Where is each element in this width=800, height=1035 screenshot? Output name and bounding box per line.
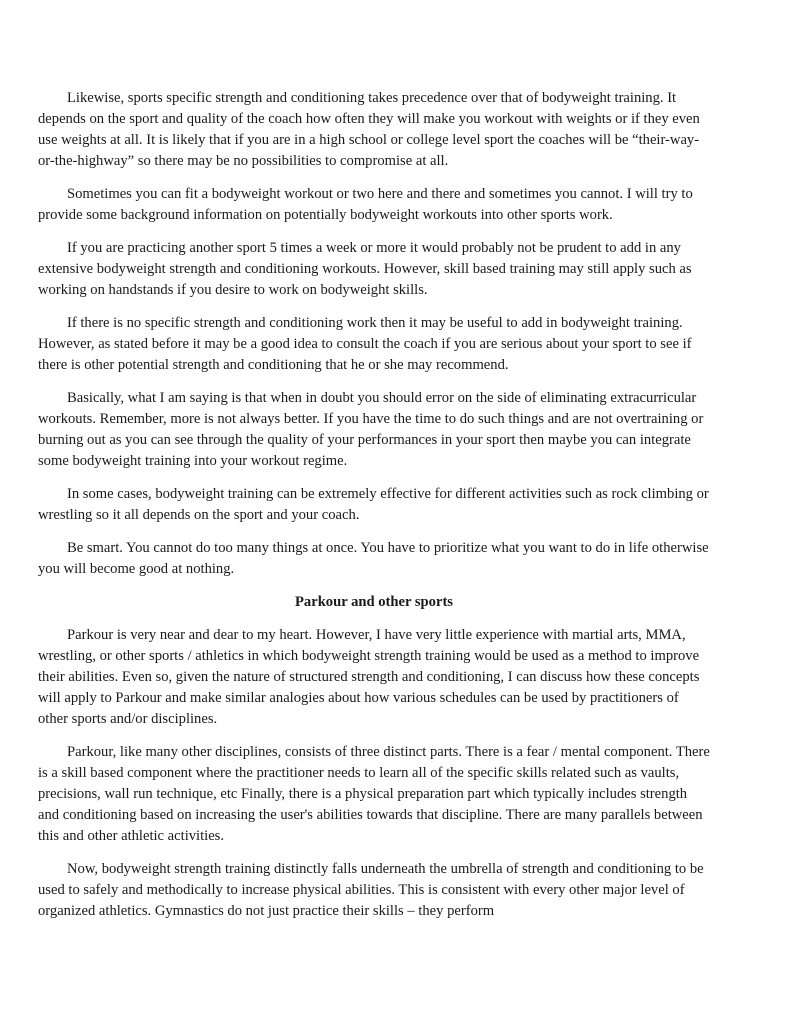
body-paragraph: Parkour, like many other disciplines, consists of three distinct parts. There is a fear / mental component. There is a skill based component where the practitioner needs to learn all of the specific skills related such as vaults, precisions, wall run technique, etc Finally, there is a physical preparation part which typically includes strength and conditioning based on increasing the user's abilities towards that discipline. There are many parallels between this and other athletic activities. xyxy=(38,744,710,844)
body-paragraph: Sometimes you can fit a bodyweight workout or two here and there and sometimes you cannot. I will try to provide some background information on potentially bodyweight workouts into other sports work. xyxy=(38,186,693,223)
body-paragraph: If there is no specific strength and conditioning work then it may be useful to add in bodyweight training. However, as stated before it may be a good idea to consult the coach if you are serious about your sport to see if there is other potential strength and conditioning that he or she may recommend. xyxy=(38,315,692,373)
body-paragraph: Now, bodyweight strength training distinctly falls underneath the umbrella of strength and conditioning to be used to safely and methodically to increase physical abilities. This is consistent with every other major level of organized athletics. Gymnastics do not just practice their skills – they perform xyxy=(38,861,704,919)
body-paragraph: Basically, what I am saying is that when in doubt you should error on the side of eliminating extracurricular workouts. Remember, more is not always better. If you have the time to do such things and are not overtraining or burning out as you can see through the quality of your performances in your sport then maybe you can integrate some bodyweight training into your workout regime. xyxy=(38,390,704,469)
body-paragraph: In some cases, bodyweight training can be extremely effective for different activities such as rock climbing or wrestling so it all depends on the sport and your coach. xyxy=(38,486,709,523)
body-paragraph: If you are practicing another sport 5 times a week or more it would probably not be prudent to add in any extensive bodyweight strength and conditioning workouts. However, skill based training may still apply such as working on handstands if you desire to work on bodyweight skills. xyxy=(38,240,692,298)
body-paragraph: Parkour is very near and dear to my heart. However, I have very little experience with martial arts, MMA, wrestling, or other sports / athletics in which bodyweight strength training would be used as a method to improve their abilities. Even so, given the nature of structured strength and conditioning, I can discuss how these concepts will apply to Parkour and make similar analogies about how various schedules can be used by practitioners of other sports and/or disciplines. xyxy=(38,627,700,727)
body-paragraph: Likewise, sports specific strength and conditioning takes precedence over that of bodyweight training. It depends on the sport and quality of the coach how often they will make you workout with weights or if they even use weights at all. It is likely that if you are in a high school or college level sport the coaches will be “their-way-or-the-highway” so there may be no possibilities to compromise at all. xyxy=(38,90,700,169)
body-paragraph: Be smart. You cannot do too many things at once. You have to prioritize what you want to do in life otherwise you will become good at nothing. xyxy=(38,540,709,577)
document-page xyxy=(38,88,710,934)
section-heading: Parkour and other sports xyxy=(295,594,453,610)
